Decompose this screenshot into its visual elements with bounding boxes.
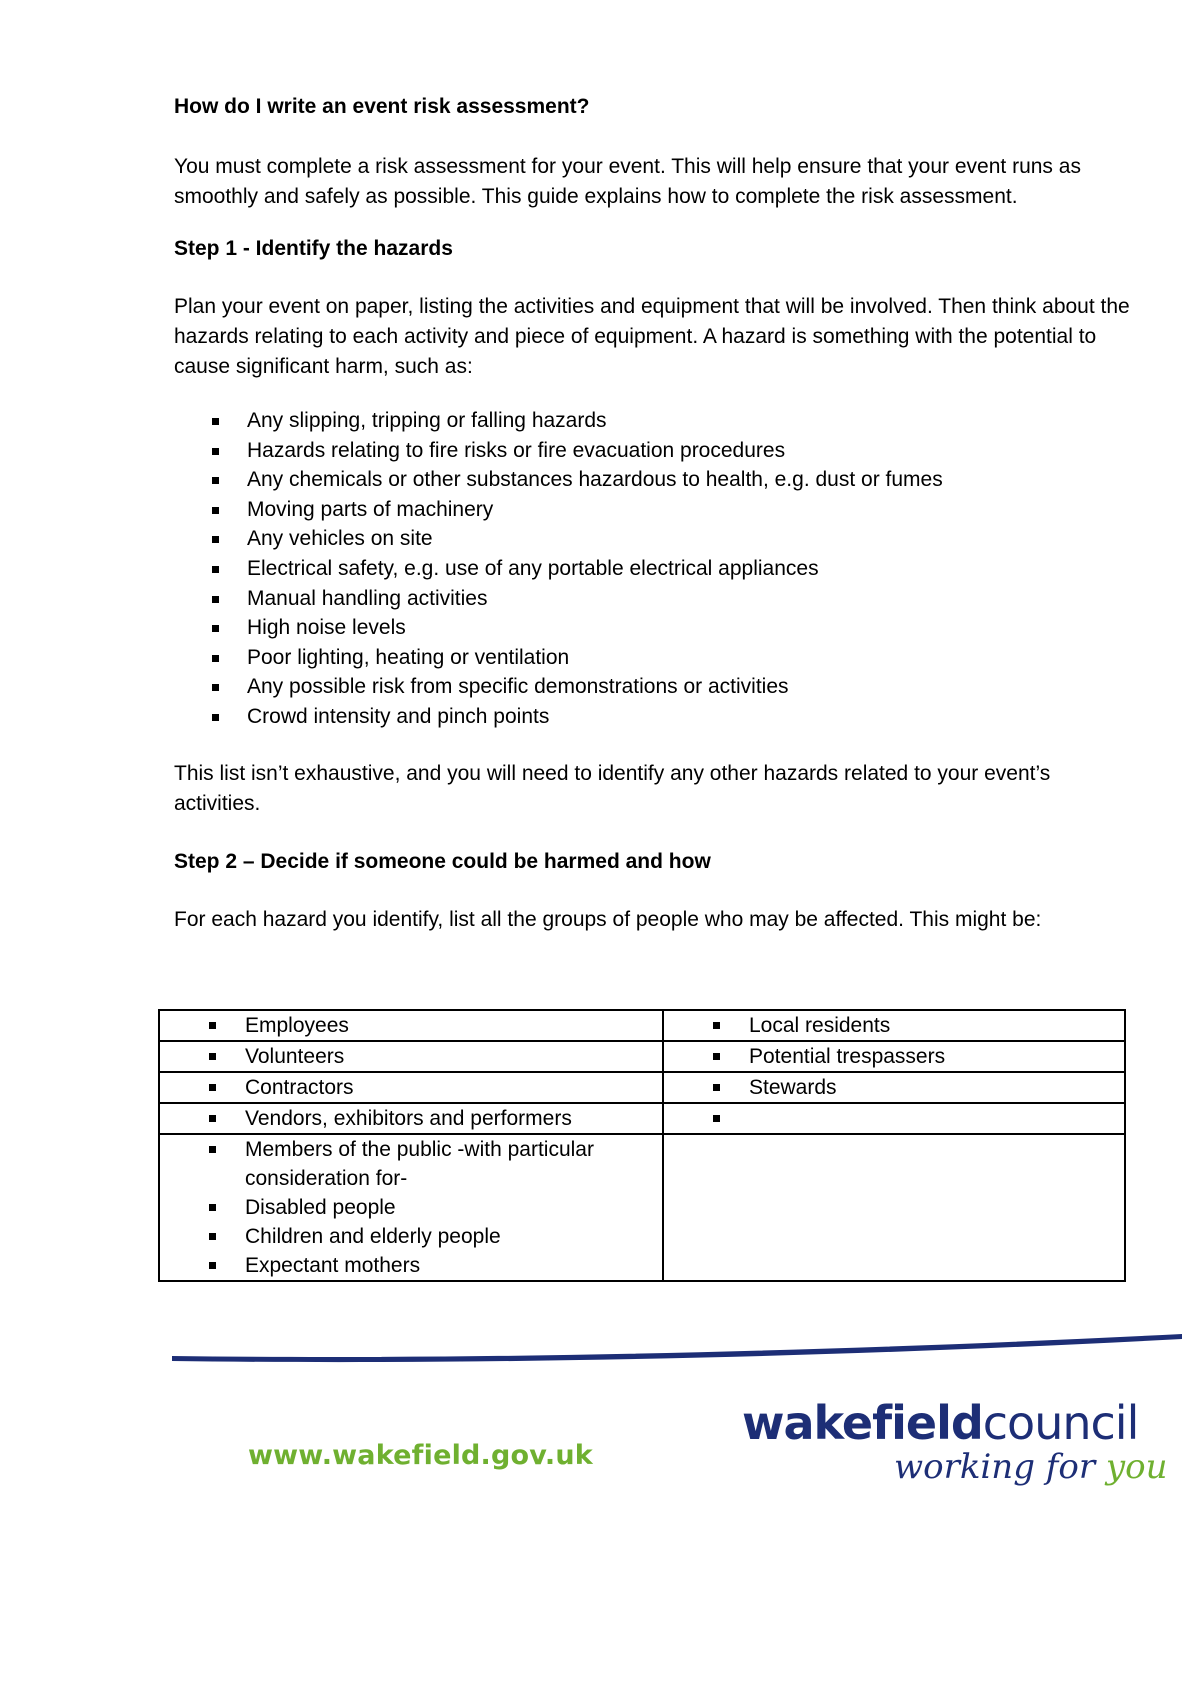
hazard-item: Any slipping, tripping or falling hazards xyxy=(174,406,1134,436)
page-title: How do I write an event risk assessment? xyxy=(174,95,590,118)
group-item xyxy=(664,1104,1124,1133)
group-item: Contractors xyxy=(160,1073,662,1102)
hazard-item: Any possible risk from specific demonstrations or activities xyxy=(174,672,1134,702)
hazard-item: Moving parts of machinery xyxy=(174,495,1134,525)
table-row xyxy=(159,1072,1125,1103)
group-item: Expectant mothers xyxy=(160,1251,662,1280)
group-item: Volunteers xyxy=(160,1042,662,1071)
step1-paragraph: Plan your event on paper, listing the activities and equipment that will be involved. Then think about the hazards relating to each activity and piece of equipment. A hazard is something with the potential to cause significant harm, such as: xyxy=(174,295,1130,378)
hazard-item: Hazards relating to fire risks or fire evacuation procedures xyxy=(174,436,1134,466)
group-item: Employees xyxy=(160,1011,662,1040)
table-cell-left xyxy=(159,1072,663,1103)
hazard-item: Any chemicals or other substances hazardous to health, e.g. dust or fumes xyxy=(174,465,1134,495)
logo-tagline: working for you xyxy=(894,1447,1168,1487)
group-item: Disabled people xyxy=(160,1193,662,1222)
step2-heading: Step 2 – Decide if someone could be harmed and how xyxy=(174,849,711,873)
hazard-item: Electrical safety, e.g. use of any portable electrical appliances xyxy=(174,554,1134,584)
affected-groups-table xyxy=(158,1009,1126,1282)
hazard-list xyxy=(174,406,1134,732)
table-row xyxy=(159,1134,1125,1281)
hazard-item: Any vehicles on site xyxy=(174,524,1134,554)
table-cell-right xyxy=(663,1134,1125,1281)
table-row xyxy=(159,1010,1125,1041)
intro-paragraph: You must complete a risk assessment for your event. This will help ensure that your event runs as smoothly and safely as possible. This guide explains how to complete the risk assessment. xyxy=(174,155,1081,208)
group-item: Members of the public -with particular consideration for- xyxy=(160,1135,662,1193)
table-cell-left xyxy=(159,1134,663,1281)
group-item: Stewards xyxy=(664,1073,1124,1102)
group-item: Potential trespassers xyxy=(664,1042,1124,1071)
council-website-url: www.wakefield.gov.uk xyxy=(248,1440,593,1471)
wakefield-council-logo xyxy=(742,1395,1168,1505)
hazard-item: Manual handling activities xyxy=(174,584,1134,614)
footer-swoosh xyxy=(172,1330,1182,1370)
group-item: Vendors, exhibitors and performers xyxy=(160,1104,662,1133)
table-row xyxy=(159,1103,1125,1134)
table-cell-right xyxy=(663,1072,1125,1103)
table-cell-left xyxy=(159,1010,663,1041)
step2-paragraph: For each hazard you identify, list all the groups of people who may be affected. This might be: xyxy=(174,907,1042,931)
group-item: Local residents xyxy=(664,1011,1124,1040)
table-cell-left xyxy=(159,1103,663,1134)
document-body xyxy=(174,92,1134,935)
logo-wordmark: wakefieldcouncil xyxy=(742,1396,1139,1450)
table-cell-left xyxy=(159,1041,663,1072)
hazard-item: Poor lighting, heating or ventilation xyxy=(174,643,1134,673)
table-row xyxy=(159,1041,1125,1072)
table-cell-right xyxy=(663,1041,1125,1072)
hazard-item: Crowd intensity and pinch points xyxy=(174,702,1134,732)
step1-heading: Step 1 - Identify the hazards xyxy=(174,237,453,260)
step1-note: This list isn’t exhaustive, and you will need to identify any other hazards related to your event’s activities. xyxy=(174,761,1051,815)
table-cell-right xyxy=(663,1010,1125,1041)
group-item: Children and elderly people xyxy=(160,1222,662,1251)
hazard-item: High noise levels xyxy=(174,613,1134,643)
table-cell-right xyxy=(663,1103,1125,1134)
